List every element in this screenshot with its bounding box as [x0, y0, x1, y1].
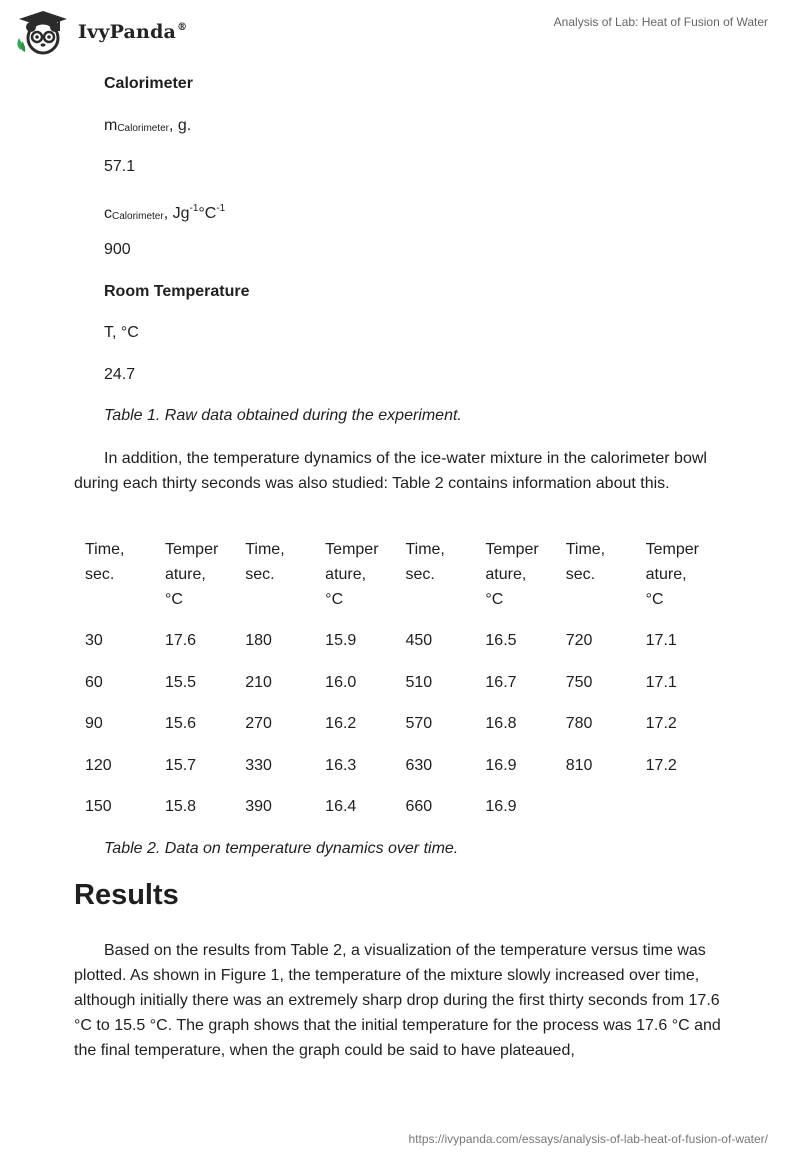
table-cell: 17.2 [645, 756, 677, 774]
table-cell: 16.4 [325, 798, 357, 815]
table-cell: 16.3 [325, 756, 357, 774]
brand-name: IvyPanda® [78, 21, 188, 43]
table-cell: 150 [85, 798, 112, 815]
table-cell: 16.8 [485, 715, 517, 732]
table-cell: 660 [405, 798, 433, 815]
table-cell: 15.8 [164, 798, 197, 815]
header-temperature-3: Temper ature, °C [485, 541, 539, 608]
results-heading: Results [74, 879, 179, 911]
table-cell: 720 [565, 632, 593, 649]
calorimeter-mass-value: 57.1 [104, 158, 136, 175]
table-cell: 570 [405, 715, 433, 732]
table-cell: 30 [85, 632, 103, 649]
table-cell: 330 [245, 756, 272, 774]
table-cell: 630 [405, 756, 433, 774]
brand-logo[interactable] [14, 8, 187, 56]
table-cell: 16.9 [485, 798, 517, 815]
table-cell: 750 [565, 673, 593, 691]
table-cell: 16.7 [485, 673, 517, 691]
table-cell: 16.5 [485, 632, 517, 649]
table-cell: 17.1 [645, 673, 677, 691]
room-temperature-label: T, °C [104, 324, 139, 341]
table-row [85, 794, 726, 836]
table2-caption: Table 2. Data on temperature dynamics over time. [104, 840, 459, 857]
table-cell: 15.7 [164, 756, 197, 774]
table-cell: 15.9 [325, 632, 357, 649]
table-cell: 810 [565, 756, 593, 774]
table1-caption: Table 1. Raw data obtained during the experiment. [104, 407, 462, 424]
calorimeter-heat-capacity-label: $c_{Calorimeter}$, $Jg^{-1}^\circ C^{-1}$ [104, 203, 226, 222]
document-title: Analysis of Lab: Heat of Fusion of Water [553, 15, 768, 29]
room-temperature-value: 24.7 [104, 366, 136, 383]
table-row [85, 711, 726, 753]
header-time-4: Time, sec. [565, 541, 606, 583]
table-cell: 450 [405, 632, 433, 649]
temperature-table [85, 537, 726, 836]
table-cell: 510 [405, 673, 433, 691]
table-cell: 17.6 [164, 632, 197, 649]
calorimeter-heat-capacity-value: 900 [104, 241, 131, 258]
intro-paragraph: In addition, the temperature dynamics of the ice-water mixture in the calorimeter bowl during each thirty seconds was also studied: Table 2 contains information about this. [74, 450, 707, 492]
calorimeter-mass-label: $m_{Calorimeter}$, g. [104, 117, 192, 134]
table-row [85, 615, 726, 670]
table-cell: 210 [245, 673, 272, 691]
header-temperature-4: Temper ature, °C [645, 541, 699, 608]
table-cell: 16.0 [325, 673, 357, 691]
room-temperature-heading: Room Temperature [104, 283, 250, 300]
table-row [85, 670, 726, 712]
table-cell: 15.6 [164, 715, 197, 732]
table-cell: 780 [565, 715, 593, 732]
table-cell: 90 [85, 715, 103, 732]
table-cell: 16.2 [325, 715, 357, 732]
table-cell: 15.5 [164, 673, 197, 691]
table-cell: 180 [245, 632, 272, 649]
table-header-row [85, 537, 726, 615]
table-cell: 17.1 [645, 632, 677, 649]
source-url-link[interactable]: https://ivypanda.com/essays/analysis-of-lab-heat-of-fusion-of-water/ [408, 1132, 768, 1146]
header-time-2: Time, sec. [245, 541, 285, 583]
table-row [85, 753, 726, 795]
table-cell: 60 [85, 673, 103, 691]
header-temperature-1: Temper ature, °C [164, 541, 219, 608]
header-time-3: Time, sec. [405, 541, 445, 583]
table-cell: 17.2 [645, 715, 677, 732]
calorimeter-heading: Calorimeter [104, 75, 193, 92]
header-time-1: Time, sec. [85, 541, 125, 583]
panda-logo-icon [14, 8, 72, 56]
table-cell: 270 [245, 715, 272, 732]
table-cell: 120 [85, 756, 112, 774]
header-temperature-2: Temper ature, °C [325, 541, 379, 608]
table-cell: 390 [245, 798, 272, 815]
table-cell [566, 794, 646, 836]
table-cell [646, 794, 726, 836]
results-paragraph: Based on the results from Table 2, a visualization of the temperature versus time was plotted. As shown in Figure 1, the temperature of the mixture slowly increased over time, although initially there was an extremely sharp drop during the first thirty seconds from 17.6 °C to 15.5 °C. The graph shows that the initial temperature for the process was 17.6 °C and the final temperature, when the graph could be said to have plateaued, [74, 942, 721, 1059]
table-cell: 16.9 [485, 756, 517, 774]
